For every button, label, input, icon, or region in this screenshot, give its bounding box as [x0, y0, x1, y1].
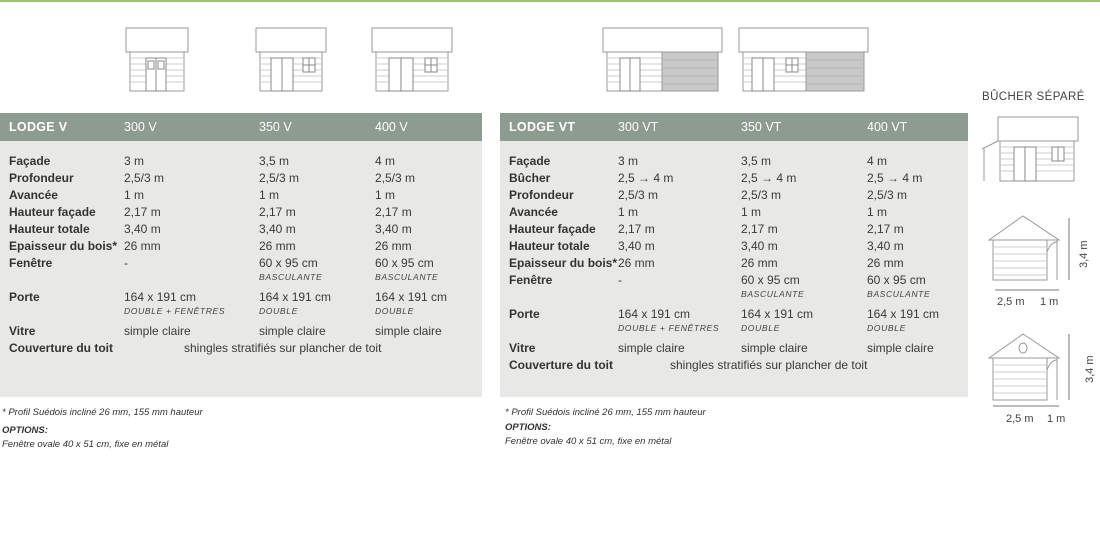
row-value: 3 m [618, 154, 639, 168]
row-value: simple claire [259, 324, 326, 338]
row-value: 164 x 191 cm [259, 290, 332, 304]
row-value: 3,40 m [375, 222, 412, 236]
row-value: 2,5 → 4 m [618, 171, 674, 185]
row-value: 3 m [124, 154, 145, 168]
table-row [500, 154, 968, 171]
table-row [500, 341, 968, 358]
table-row [500, 273, 968, 290]
bucher-overhang-label: 1 m [1040, 296, 1059, 308]
row-value: 4 m [867, 154, 888, 168]
row-subvalue: DOUBLE + FENÊTRES [618, 323, 720, 333]
table-subrow [0, 306, 482, 323]
row-label: Façade [9, 154, 51, 168]
row-value: 164 x 191 cm [867, 307, 940, 321]
row-label: Epaisseur du bois* [509, 256, 618, 270]
table-row [500, 239, 968, 256]
bucher-width-label-2: 2,5 m [1006, 413, 1034, 425]
table-row [0, 171, 482, 188]
row-subvalue: DOUBLE [741, 323, 780, 333]
row-subvalue: BASCULANTE [741, 289, 805, 299]
row-value: simple claire [618, 341, 685, 355]
row-value: 60 x 95 cm [741, 273, 800, 287]
row-value: 3,5 m [259, 154, 290, 168]
row-value: 2,17 m [375, 205, 412, 219]
row-value: 26 mm [618, 256, 655, 270]
row-value: 2,5/3 m [259, 171, 300, 185]
lodge-300v-drawing [124, 27, 190, 93]
row-value: 2,17 m [259, 205, 296, 219]
row-value: - [124, 256, 128, 270]
row-label: Hauteur totale [9, 222, 90, 236]
row-value: 1 m [741, 205, 762, 219]
row-value: 1 m [124, 188, 145, 202]
row-value: 1 m [259, 188, 280, 202]
row-label: Vitre [509, 341, 536, 355]
row-value: 1 m [618, 205, 639, 219]
lodge-400v-drawing [371, 27, 453, 93]
row-value: simple claire [124, 324, 191, 338]
table-header-col2: 350 V [259, 120, 292, 134]
row-label: Vitre [9, 324, 36, 338]
row-value: - [618, 273, 622, 287]
row-value: 1 m [375, 188, 396, 202]
table-row [0, 324, 482, 341]
row-value: 3,40 m [867, 239, 904, 253]
bucher-overhang-label-2: 1 m [1047, 413, 1066, 425]
bucher-front-drawing [980, 115, 1080, 185]
row-label: Epaisseur du bois* [9, 239, 118, 253]
roof-value: shingles stratifiés sur plancher de toit [670, 358, 868, 372]
table-row [500, 188, 968, 205]
row-label: Façade [509, 154, 551, 168]
row-value: 2,5 → 4 m [741, 171, 797, 185]
row-value: 3,40 m [741, 239, 778, 253]
table-row [500, 256, 968, 273]
lodge-vt-options-text: Fenêtre ovale 40 x 51 cm, fixe en métal [505, 436, 672, 447]
lodge-350v-drawing [255, 27, 327, 93]
row-subvalue: BASCULANTE [259, 272, 323, 282]
table-header-col1: 300 V [124, 120, 157, 134]
lodge-v-table [0, 113, 482, 397]
row-value: 164 x 191 cm [375, 290, 448, 304]
lodge-350vt-drawing [738, 27, 869, 93]
row-label: Avancée [9, 188, 58, 202]
roof-row [500, 358, 968, 375]
row-value: 26 mm [375, 239, 412, 253]
row-subvalue: DOUBLE [867, 323, 906, 333]
row-value: 3,40 m [259, 222, 296, 236]
table-row [0, 222, 482, 239]
row-value: 2,17 m [124, 205, 161, 219]
table-subrow [500, 323, 968, 340]
table-row [0, 290, 482, 307]
lodge-vt-options-title: OPTIONS: [505, 422, 551, 433]
row-value: 2,17 m [741, 222, 778, 236]
table-row [0, 154, 482, 171]
row-subvalue: DOUBLE [375, 306, 414, 316]
row-label: Avancée [509, 205, 558, 219]
lodge-vt-table [500, 113, 968, 397]
row-value: 164 x 191 cm [618, 307, 691, 321]
row-value: 26 mm [124, 239, 161, 253]
table-header-model: LODGE VT [509, 120, 576, 134]
row-subvalue: DOUBLE + FENÊTRES [124, 306, 226, 316]
row-label: Porte [9, 290, 40, 304]
table-header-col3: 400 V [375, 120, 408, 134]
table-row [0, 256, 482, 273]
row-value: 2,17 m [867, 222, 904, 236]
table-subrow [0, 272, 482, 289]
lodge-v-options-title: OPTIONS: [2, 425, 48, 436]
row-label: Profondeur [509, 188, 574, 202]
row-value: 60 x 95 cm [259, 256, 318, 270]
roof-row [0, 341, 482, 358]
roof-value: shingles stratifiés sur plancher de toit [184, 341, 382, 355]
row-value: 2,5/3 m [618, 188, 659, 202]
row-value: 2,5 → 4 m [867, 171, 923, 185]
table-header-col3: 400 VT [867, 120, 908, 134]
row-label: Fenêtre [509, 273, 553, 287]
table-row [500, 205, 968, 222]
row-value: simple claire [741, 341, 808, 355]
row-value: 26 mm [741, 256, 778, 270]
bucher-title: BÛCHER SÉPARÉ [982, 91, 1085, 103]
row-value: 2,17 m [618, 222, 655, 236]
table-row [0, 239, 482, 256]
table-row [0, 188, 482, 205]
row-value: 4 m [375, 154, 396, 168]
bucher-width-label: 2,5 m [997, 296, 1025, 308]
roof-label: Couverture du toit [9, 341, 113, 355]
table-header-model: LODGE V [9, 120, 68, 134]
row-label: Hauteur totale [509, 239, 590, 253]
row-subvalue: BASCULANTE [375, 272, 439, 282]
table-row [500, 307, 968, 324]
bucher-side-drawing-2 [985, 330, 1075, 414]
roof-label: Couverture du toit [509, 358, 613, 372]
row-value: 3,40 m [124, 222, 161, 236]
row-value: 1 m [867, 205, 888, 219]
row-value: 26 mm [867, 256, 904, 270]
row-value: 2,5/3 m [867, 188, 908, 202]
row-label: Hauteur façade [9, 205, 96, 219]
bucher-height-label: 3,4 m [1078, 240, 1090, 268]
row-value: 60 x 95 cm [375, 256, 434, 270]
lodge-v-options-text: Fenêtre ovale 40 x 51 cm, fixe en métal [2, 439, 169, 450]
row-value: 3,5 m [741, 154, 772, 168]
row-value: 2,5/3 m [375, 171, 416, 185]
lodge-vt-footnote: * Profil Suédois incliné 26 mm, 155 mm hauteur [505, 407, 706, 418]
row-value: 26 mm [259, 239, 296, 253]
row-value: 3,40 m [618, 239, 655, 253]
row-label: Porte [509, 307, 540, 321]
table-header-col2: 350 VT [741, 120, 782, 134]
top-accent-line [0, 0, 1100, 2]
row-value: 164 x 191 cm [124, 290, 197, 304]
row-label: Hauteur façade [509, 222, 596, 236]
row-value: simple claire [375, 324, 442, 338]
row-value: 60 x 95 cm [867, 273, 926, 287]
bucher-height-label-2: 3,4 m [1084, 355, 1096, 383]
lodge-v-footnote: * Profil Suédois incliné 26 mm, 155 mm hauteur [2, 407, 203, 418]
lodge-v-header [0, 113, 482, 141]
row-label: Bûcher [509, 171, 551, 185]
lodge-300vt-drawing [602, 27, 723, 93]
row-value: 2,5/3 m [741, 188, 782, 202]
row-subvalue: DOUBLE [259, 306, 298, 316]
row-subvalue: BASCULANTE [867, 289, 931, 299]
row-label: Fenêtre [9, 256, 53, 270]
bucher-side-drawing-1 [985, 212, 1075, 300]
table-subrow [500, 289, 968, 306]
row-label: Profondeur [9, 171, 74, 185]
table-row [0, 205, 482, 222]
row-value: 2,5/3 m [124, 171, 165, 185]
lodge-vt-header [500, 113, 968, 141]
table-row [500, 222, 968, 239]
table-header-col1: 300 VT [618, 120, 659, 134]
table-row [500, 171, 968, 188]
row-value: simple claire [867, 341, 934, 355]
row-value: 164 x 191 cm [741, 307, 814, 321]
